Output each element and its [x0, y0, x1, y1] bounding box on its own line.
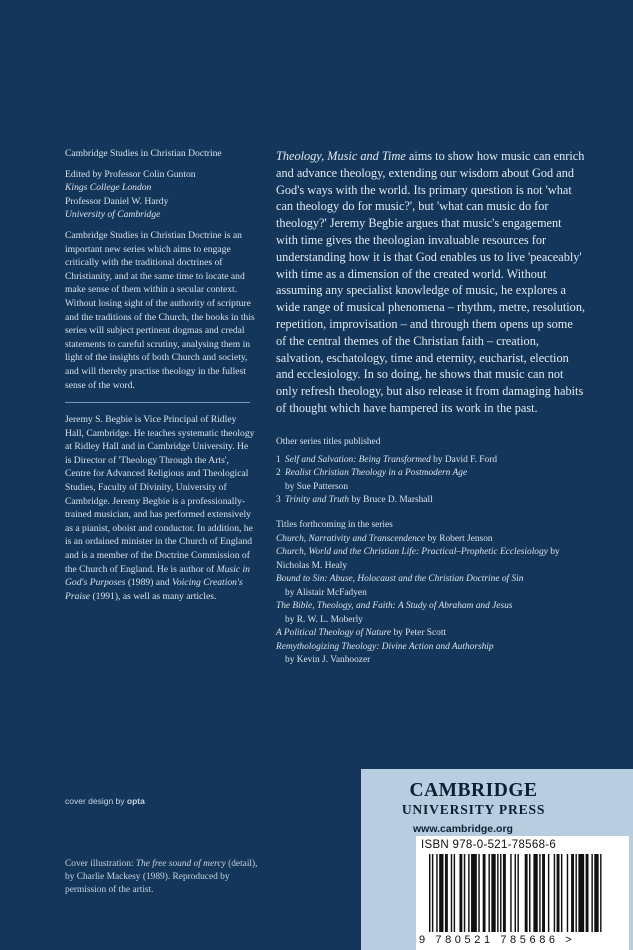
editor-affiliation: Kings College London: [65, 182, 152, 194]
barcode-bar: [445, 854, 448, 932]
barcode-bar: [478, 854, 479, 932]
barcode-bar: [459, 854, 462, 932]
item-author: by David F. Ford: [433, 454, 498, 465]
publisher-subname: UNIVERSITY PRESS: [401, 802, 546, 817]
book-blurb: [276, 148, 586, 417]
barcode-bar: [586, 854, 589, 932]
barcode-bar: [451, 854, 452, 932]
published-list: [276, 454, 586, 508]
list-item: [276, 533, 586, 547]
barcode-bar: [497, 854, 498, 932]
barcode-bar: [454, 854, 455, 932]
series-editors: [65, 168, 255, 222]
left-column: [65, 147, 255, 603]
illustration-credit: [65, 858, 265, 897]
editor-affiliation: University of Cambridge: [65, 209, 161, 221]
list-item: [276, 600, 586, 627]
barcode-bar: [542, 854, 545, 932]
publisher-name: CAMBRIDGE: [409, 780, 538, 801]
item-number: 2: [276, 468, 281, 479]
barcode-bar: [594, 854, 598, 932]
barcode-bar: [591, 854, 592, 932]
item-author: by Alistair McFadyen: [285, 587, 367, 598]
bio-text: (1989) and: [125, 577, 173, 589]
barcode-bar: [510, 854, 511, 932]
item-title: Church, Narrativity and Transcendence: [276, 533, 426, 544]
author-bio: [65, 413, 255, 603]
item-title: Bound to Sin: Abuse, Holocaust and the Christian Doctrine of Sin: [276, 574, 524, 585]
item-author: by Peter Scott: [393, 628, 447, 639]
designer-name: opta: [126, 796, 145, 806]
item-author: by R. W. L. Moberly: [285, 614, 363, 625]
barcode-bar: [533, 854, 537, 932]
item-author: by Sue Patterson: [285, 481, 349, 492]
list-item: [276, 454, 586, 468]
illustration-title: The free sound of mercy: [135, 859, 226, 869]
illustration-prefix: Cover illustration:: [65, 859, 136, 869]
barcode-bar: [529, 854, 530, 932]
barcode-bar: [503, 854, 506, 932]
barcode-bar: [491, 854, 495, 932]
barcode-bar: [439, 854, 443, 932]
barcode-bar: [571, 854, 574, 932]
item-author: by Nicholas M. Healy: [276, 547, 560, 571]
item-title: Self and Salvation: Being Transformed: [285, 454, 431, 465]
item-number: 3: [276, 495, 281, 506]
blurb-book-title: Theology, Music and Time: [276, 149, 406, 163]
item-title: A Political Theology of Nature: [276, 628, 392, 639]
barcode-bar: [525, 854, 528, 932]
ean-text: 9 780521 785686 >: [419, 934, 576, 946]
item-title: Remythologizing Theology: Divine Action and Authorship: [276, 641, 494, 652]
item-number: 1: [276, 454, 281, 465]
bio-text: Jeremy S. Begbie is Vice Principal of Ridley Hall, Cambridge. He teaches systematic theology at Ridley Hall and in Cambridge University. He is Director of 'Theology Through the Arts', Centre for Advanced Religious and Theological Studies, Faculty of Divinity, University of Cambridge. Jeremy Begbie is a professionally-trained musician, and has performed extensively as a pianist, oboist and conductor. In addition, he is an ordained minister in the Church of England and is a member of the Doctrine Commission of the Church of England. He is author of: [65, 414, 255, 575]
list-item: [276, 467, 586, 494]
ean-digits: [416, 934, 629, 946]
cover-design-credit: [65, 796, 145, 806]
divider: [65, 402, 250, 403]
editor-line: Professor Daniel W. Hardy: [65, 195, 169, 207]
series-description: Cambridge Studies in Christian Doctrine is an important new series which aims to engage critically with the traditional doctrines of Christianity, and at the same time to locate and make sense of them within a secular context. Without losing sight of the authority of scripture and the traditions of the Church, the books in this series will subject pertinent dogmas and credal statements to careful scrutiny, analysing them in light of the insights of both Church and society, and will thereby practise theology in the fullest sense of the word.: [65, 229, 255, 391]
forthcoming-list: [276, 533, 586, 668]
cover-design-prefix: cover design by: [65, 796, 127, 806]
list-item: [276, 573, 586, 600]
forthcoming-heading: Titles forthcoming in the series: [276, 519, 393, 530]
barcode-bar: [429, 854, 430, 932]
editor-line: Edited by Professor Colin Gunton: [65, 168, 196, 180]
barcode-bar: [517, 854, 518, 932]
barcode-bar: [436, 854, 437, 932]
published-heading: Other series titles published: [276, 436, 381, 447]
right-column: [276, 148, 586, 668]
barcode-bar: [432, 854, 433, 932]
bio-book-title: Music in God's Purposes: [65, 563, 250, 589]
list-item: [276, 546, 586, 573]
barcode-bar: [539, 854, 540, 932]
series-title: Cambridge Studies in Christian Doctrine: [65, 148, 222, 159]
barcode-bar: [548, 854, 549, 932]
publisher-url: www.cambridge.org: [413, 823, 513, 835]
bio-book-title: Voicing Creation's Praise: [65, 577, 243, 602]
item-author: by Bruce D. Marshall: [351, 495, 433, 506]
barcode-bar: [471, 854, 477, 932]
barcode-bar: [557, 854, 560, 932]
publisher-box: [361, 769, 633, 950]
item-author: by Robert Jenson: [427, 533, 493, 544]
barcode-bar: [567, 854, 568, 932]
item-author: by Kevin J. Vanhoozer: [285, 655, 371, 666]
barcode-bar: [554, 854, 555, 932]
illustration-rest: (detail), by Charlie Mackesy (1989). Reproduced by permission of the artist.: [65, 859, 258, 895]
blurb-text: aims to show how music can enrich and advance theology, extending our wisdom about God and God's ways with the world. Its primary question is not 'what can theology do for music?', but 'what can music do for theology?' Jeremy Begbie argues that music's engagement with time gives the theologian invaluable resources for understanding how it is that God enables us to live 'peaceably' with time as a dimension of the created world. Without assuming any specialist knowledge of music, he explores a wide range of musical phenomena – rhythm, metre, resolution, repetition, improvisation – and through them opens up some of the central themes of the Christian faith – creation, salvation, eschatology, time and eternity, eucharist, election and ecclesiology. In so doing, he shows that music can not only refresh theology, but also release it from damaging habits of thought which have hampered its work in the past.: [276, 149, 586, 415]
list-item: [276, 641, 586, 668]
bio-text: (1991), as well as many articles.: [90, 590, 217, 602]
barcode-bar: [468, 854, 469, 932]
barcode-bar: [578, 854, 584, 932]
list-item: [276, 494, 586, 508]
barcode-bar: [488, 854, 489, 932]
isbn-number: ISBN 978-0-521-78568-6: [421, 839, 557, 851]
barcode-bar: [483, 854, 486, 932]
item-title: Church, World and the Christian Life: Practical–Prophetic Ecclesiology: [276, 547, 548, 558]
barcode-bar: [561, 854, 562, 932]
item-title: Trinity and Truth: [285, 495, 350, 506]
barcode-icon: [419, 854, 626, 934]
barcode-panel: [416, 836, 629, 950]
barcode-bar: [464, 854, 465, 932]
barcode-bar: [575, 854, 576, 932]
item-title: The Bible, Theology, and Faith: A Study of Abraham and Jesus: [276, 601, 513, 612]
barcode-bar: [500, 854, 501, 932]
item-title: Realist Christian Theology in a Postmodern Age: [285, 468, 468, 479]
barcode-bar: [600, 854, 601, 932]
barcode-bar: [515, 854, 516, 932]
list-item: [276, 627, 586, 641]
